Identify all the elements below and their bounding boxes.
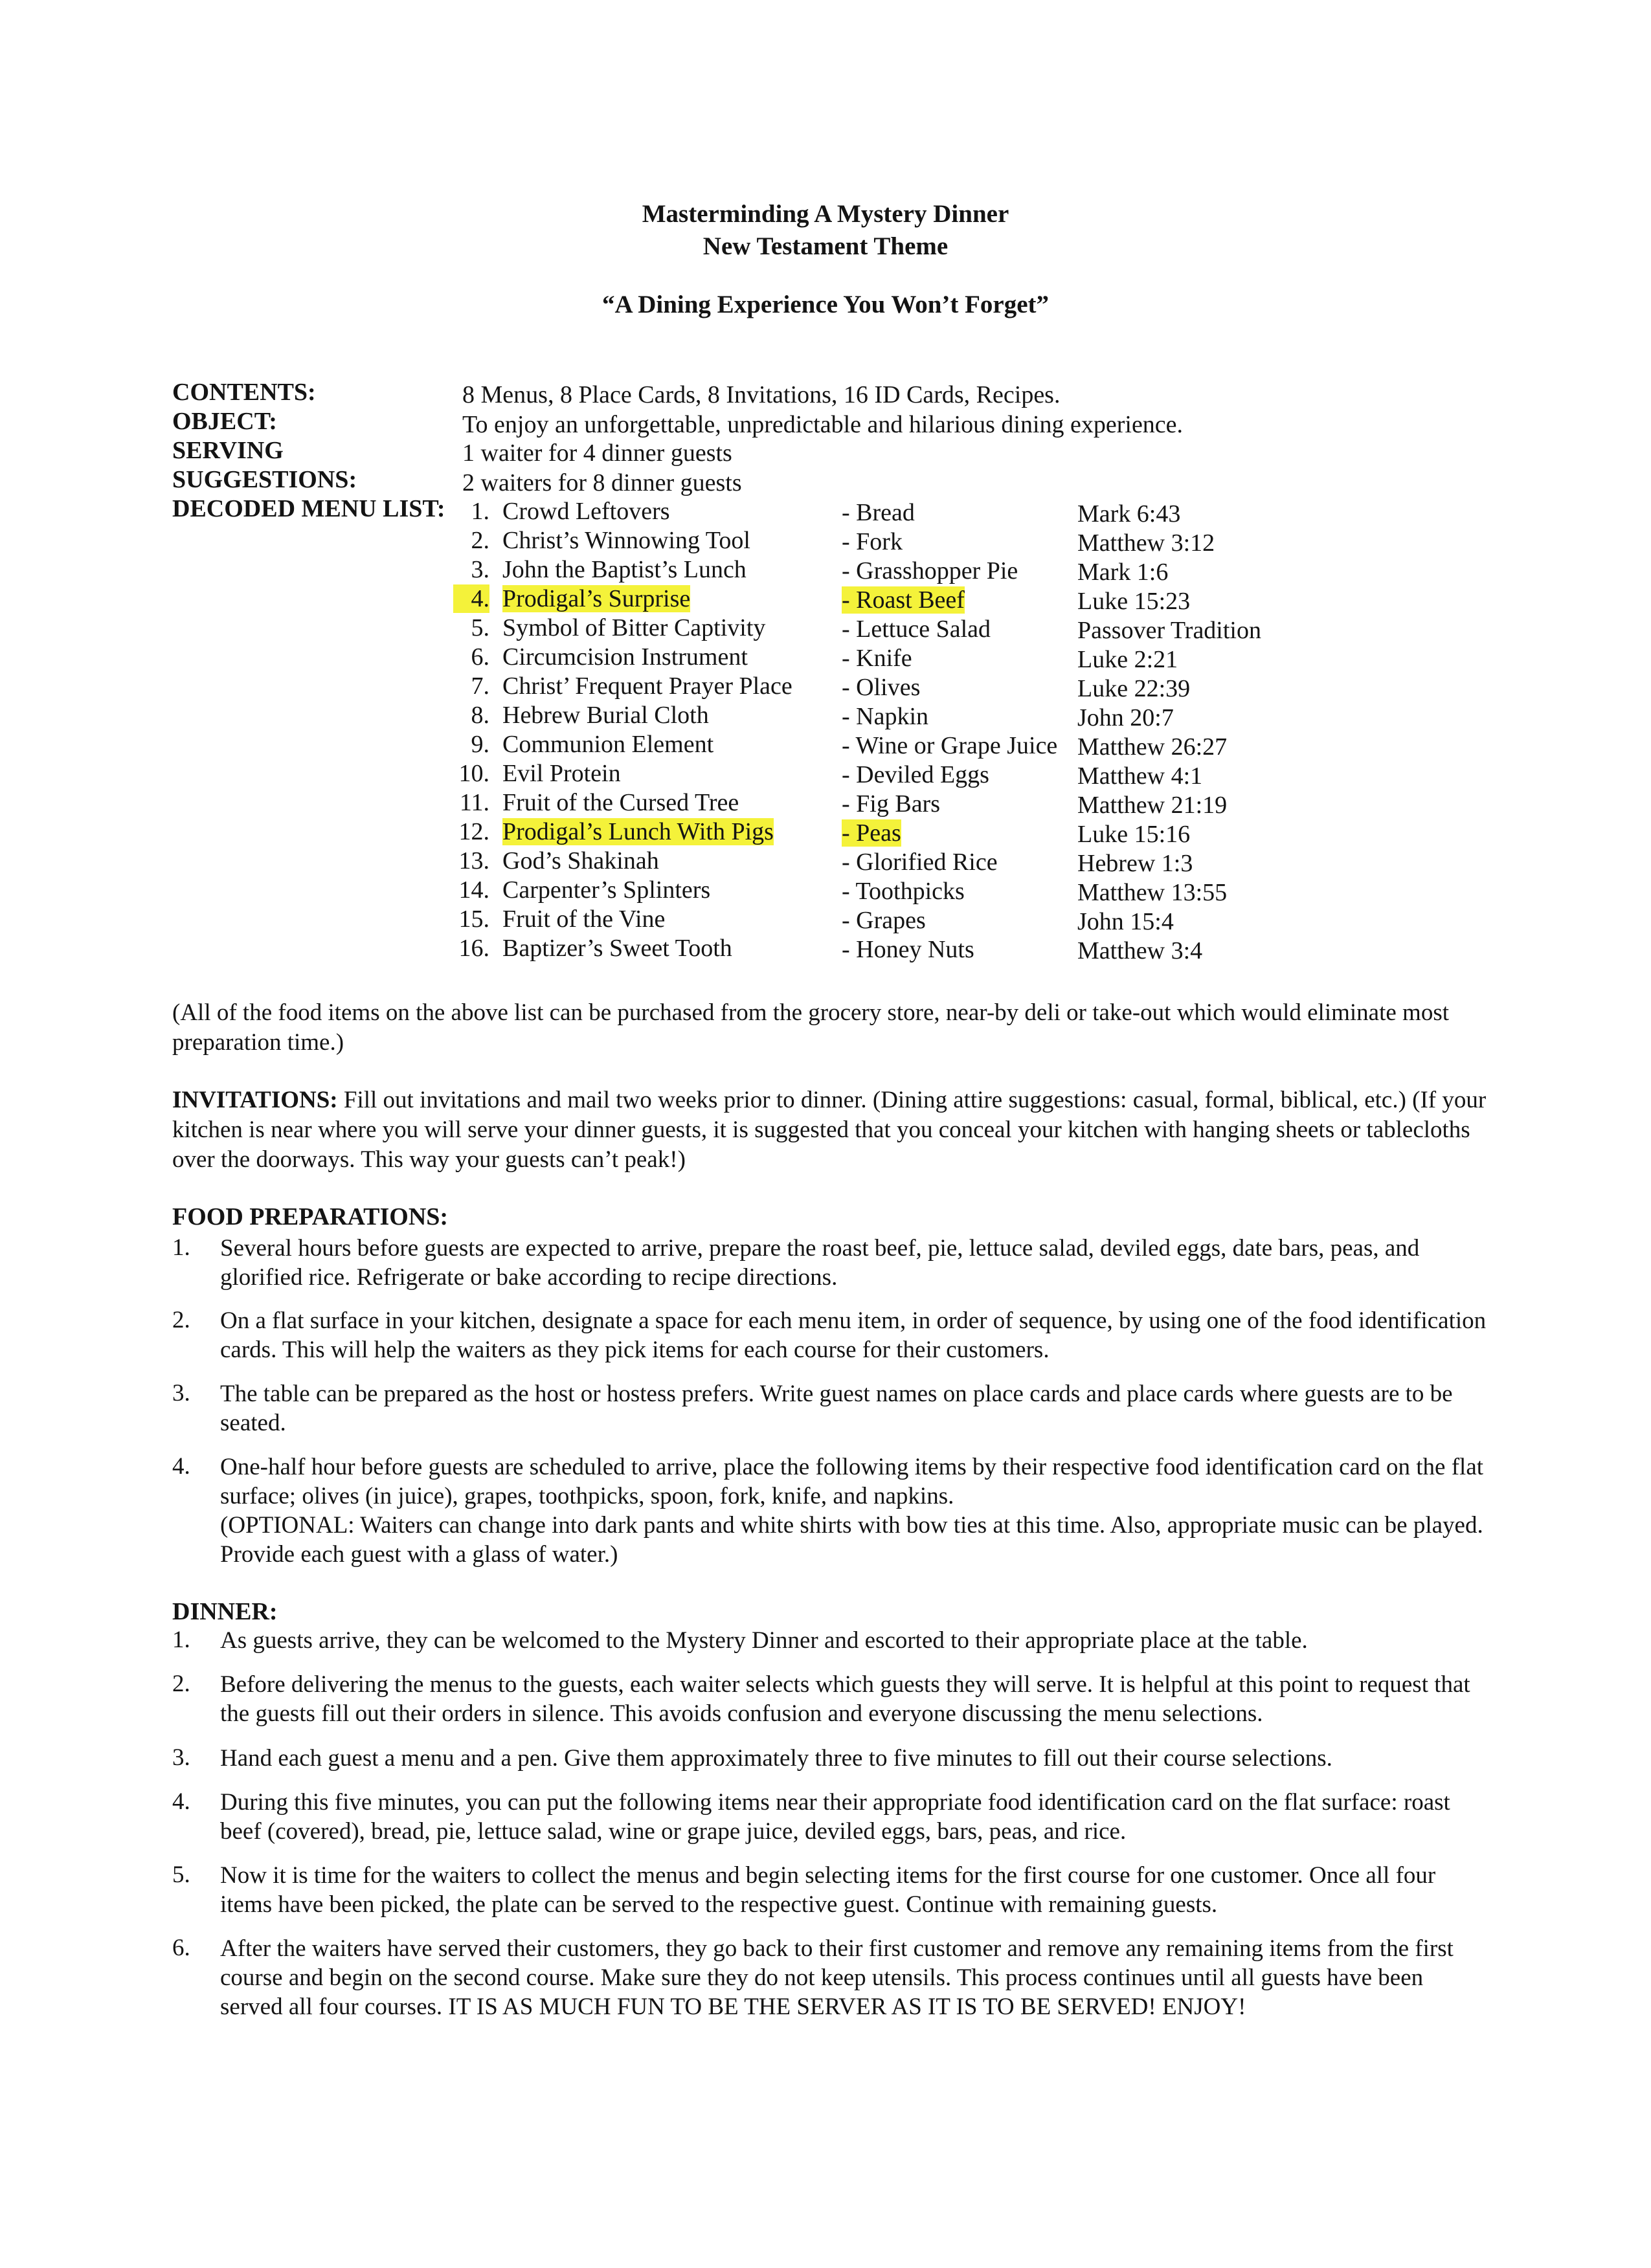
item-number: 3.	[172, 1380, 190, 1406]
menu-clue: Communion Element	[502, 731, 714, 758]
menu-number: 15.	[458, 906, 489, 933]
menu-food: - Olives	[842, 674, 921, 701]
menu-scripture: Luke 22:39	[1077, 675, 1191, 702]
menu-clue: Baptizer’s Sweet Tooth	[502, 935, 732, 962]
serving-value: 1 waiter for 4 dinner guests	[462, 439, 732, 467]
invitations-section	[172, 1085, 1489, 1175]
item-text: Now it is time for the waiters to collect the menus and begin selecting items for the first course for one customer. Once all four items have been picked, the plate can be served to the respective guest. Continue with remaining guests.	[220, 1862, 1436, 1918]
menu-clue: John the Baptist’s Lunch	[502, 556, 747, 583]
dinner-heading: DINNER:	[172, 1598, 278, 1625]
invitations-text: Fill out invitations and mail two weeks prior to dinner. (Dining attire suggestions: casual, formal, biblical, etc.) (If your kitchen is near where you will serve your dinner guests, it is suggested that you conceal your kitchen with hanging sheets or tablecloths over the doorways. This way your guests can’t peak!)	[172, 1087, 1487, 1173]
menu-clue: Christ’ Frequent Prayer Place	[502, 673, 792, 700]
menu-number: 16.	[458, 935, 489, 962]
menu-scripture: Matthew 4:1	[1077, 762, 1203, 790]
menu-clue: Fruit of the Cursed Tree	[502, 789, 739, 816]
menu-food: - Napkin	[842, 703, 929, 730]
menu-number: 5.	[471, 614, 489, 641]
menu-scripture: Matthew 26:27	[1077, 733, 1228, 761]
menu-number: 14.	[458, 876, 489, 904]
menu-food: - Deviled Eggs	[842, 761, 989, 788]
menu-food: - Grasshopper Pie	[842, 557, 1018, 584]
menu-number: 12.	[458, 818, 489, 845]
menu-clue: God’s Shakinah	[502, 847, 659, 874]
menu-food: - Honey Nuts	[842, 936, 974, 963]
item-text: On a flat surface in your kitchen, designate a space for each menu item, in order of sequence, by using one of the food identification cards. This will help the waiters as they pick items for each course for their customers.	[220, 1307, 1487, 1363]
menu-scripture: Matthew 13:55	[1077, 879, 1228, 906]
item-text: Hand each guest a menu and a pen. Give them approximately three to five minutes to fill out their course selections.	[220, 1745, 1332, 1772]
menu-food: - Toothpicks	[842, 878, 965, 905]
highlighted-text: - Roast Beef	[842, 586, 965, 614]
menu-scripture: Luke 15:23	[1077, 588, 1191, 615]
item-text: After the waiters have served their customers, they go back to their first customer and remove any remaining items from the first course and begin on the second course. Make sure they do not keep utensils. This process continues until all guests have been served all four courses. IT IS AS MUCH FUN TO BE THE SERVER AS IT IS TO BE SERVED! ENJOY!	[220, 1935, 1454, 2020]
document-title: Masterminding A Mystery Dinner	[642, 200, 1009, 228]
menu-number: 8.	[471, 702, 489, 729]
highlighted-text: Prodigal’s Surprise	[502, 585, 691, 612]
menu-clue: Christ’s Winnowing Tool	[502, 527, 750, 554]
item-number: 2.	[172, 1671, 190, 1697]
document-subtitle: New Testament Theme	[702, 232, 949, 260]
menu-scripture: Luke 15:16	[1077, 821, 1191, 848]
serving-label: SERVING	[172, 437, 284, 464]
optional-note: (OPTIONAL: Waiters can change into dark pants and white shirts with bow ties at this time. Also, appropriate music can be played. Provide each guest with a glass of water.)	[220, 1512, 1483, 1568]
menu-scripture: John 20:7	[1077, 704, 1174, 731]
menu-food: - Lettuce Salad	[842, 616, 991, 643]
item-text: One-half hour before guests are scheduled to arrive, place the following items by their respective food identification card on the flat surface; olives (in juice), grapes, toothpicks, spoon, fork, knife, and napkins.	[220, 1454, 1484, 1509]
menu-number: 6.	[471, 643, 489, 671]
menu-number: 11.	[459, 789, 489, 816]
menu-food: - Knife	[842, 645, 912, 672]
menu-food: - Grapes	[842, 907, 926, 934]
menu-scripture: Mark 1:6	[1077, 559, 1169, 586]
menu-number: 1.	[471, 498, 489, 525]
item-text: During this five minutes, you can put the following items near their appropriate food identification card on the flat surface: roast beef (covered), bread, pie, lettuce salad, wine or grape juice, deviled eggs, bars, peas, and rice.	[220, 1789, 1450, 1845]
item-number: 1.	[172, 1234, 190, 1261]
item-number: 4.	[172, 1453, 190, 1480]
suggestions-value: 2 waiters for 8 dinner guests	[462, 469, 742, 496]
item-number: 6.	[172, 1935, 190, 1961]
menu-number: 2.	[471, 527, 489, 554]
menu-number: 3.	[471, 556, 489, 583]
item-text: The table can be prepared as the host or hostess prefers. Write guest names on place cards and place cards where guests are to be seated.	[220, 1381, 1453, 1436]
item-number: 3.	[172, 1744, 190, 1771]
item-number: 2.	[172, 1307, 190, 1333]
menu-number: 13.	[458, 847, 489, 874]
menu-food	[842, 819, 901, 847]
menu-scripture: Matthew 3:4	[1077, 937, 1203, 964]
item-number: 1.	[172, 1627, 190, 1653]
menu-clue: Crowd Leftovers	[502, 498, 670, 525]
grocery-note: (All of the food items on the above list can be purchased from the grocery store, near-by deli or take-out which would eliminate most preparation time.)	[172, 999, 1450, 1056]
menu-scripture: Passover Tradition	[1077, 617, 1261, 644]
menu-food: - Fork	[842, 528, 903, 555]
menu-food	[842, 586, 965, 614]
suggestions-label: SUGGESTIONS:	[172, 466, 357, 493]
menu-clue: Symbol of Bitter Captivity	[502, 614, 766, 641]
menu-scripture: John 15:4	[1077, 908, 1174, 935]
decoded-menu-label: DECODED MENU LIST:	[172, 495, 445, 522]
menu-clue: Evil Protein	[502, 760, 621, 787]
contents-value: 8 Menus, 8 Place Cards, 8 Invitations, 16 ID Cards, Recipes.	[462, 381, 1061, 408]
item-text: Several hours before guests are expected to arrive, prepare the roast beef, pie, lettuce salad, deviled eggs, date bars, peas, and glorified rice. Refrigerate or bake according to recipe directions.	[220, 1235, 1420, 1291]
document-tagline: “A Dining Experience You Won’t Forget”	[601, 291, 1050, 318]
menu-number: 9.	[471, 731, 489, 758]
menu-number: 10.	[458, 760, 489, 787]
menu-food: - Glorified Rice	[842, 849, 998, 876]
menu-food: - Fig Bars	[842, 790, 940, 817]
item-text: Before delivering the menus to the guests, each waiter selects which guests they will serve. It is helpful at this point to request that the guests fill out their orders in silence. This avoids confusion and everyone discussing the menu selections.	[220, 1671, 1470, 1727]
menu-clue: Hebrew Burial Cloth	[502, 702, 709, 729]
item-text: As guests arrive, they can be welcomed to the Mystery Dinner and escorted to their appropriate place at the table.	[220, 1627, 1308, 1654]
menu-scripture: Mark 6:43	[1077, 500, 1181, 528]
object-value: To enjoy an unforgettable, unpredictable and hilarious dining experience.	[462, 411, 1184, 438]
menu-clue: Carpenter’s Splinters	[502, 876, 711, 904]
menu-food: - Bread	[842, 499, 915, 526]
food-prep-heading: FOOD PREPARATIONS:	[172, 1203, 449, 1230]
invitations-label: INVITATIONS:	[172, 1087, 338, 1113]
menu-scripture: Luke 2:21	[1077, 646, 1178, 673]
menu-scripture: Matthew 3:12	[1077, 529, 1215, 557]
menu-number: 4.	[453, 584, 489, 613]
object-label: OBJECT:	[172, 408, 277, 435]
menu-clue	[502, 817, 774, 846]
menu-scripture: Hebrew 1:3	[1077, 850, 1193, 877]
menu-number: 7.	[471, 673, 489, 700]
menu-scripture: Matthew 21:19	[1077, 792, 1228, 819]
menu-clue: Circumcision Instrument	[502, 643, 748, 671]
highlighted-text: Prodigal’s Lunch With Pigs	[502, 818, 774, 845]
contents-label: CONTENTS:	[172, 379, 316, 406]
menu-clue	[502, 584, 690, 613]
highlighted-text: - Peas	[842, 819, 901, 847]
menu-clue: Fruit of the Vine	[502, 906, 666, 933]
menu-food: - Wine or Grape Juice	[842, 732, 1058, 759]
item-number: 4.	[172, 1788, 190, 1815]
item-number: 5.	[172, 1862, 190, 1888]
